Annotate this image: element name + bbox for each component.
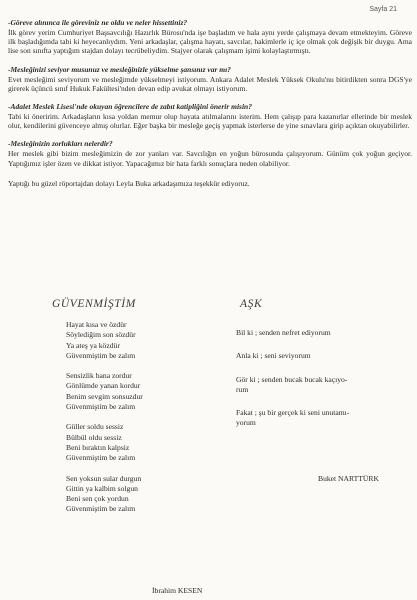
interview-question: -Göreve alınınca ile göreviniz ne oldu ve neler hissettiniz? — [8, 18, 188, 27]
poem-left — [66, 320, 236, 525]
poem-line: Söylediğim son sözdür — [66, 330, 136, 340]
poem-stanza — [66, 320, 236, 361]
poem-stanza — [66, 474, 236, 515]
poem-line: Beni bıraktın kalpsiz — [66, 442, 130, 452]
poem-line: Güvenmiştim be zalım — [66, 402, 136, 412]
poem-line: Sen yoksun sular durgun — [66, 473, 142, 483]
poem-verse — [236, 375, 404, 396]
poem-line: yorum — [236, 418, 256, 428]
poem-line: Güvenmiştim be zalım — [66, 504, 136, 514]
poem-line: Hayat kısa ve özdür — [66, 320, 127, 329]
page-number: Sayfa 21 — [369, 6, 397, 13]
interview-answer: Her meslek gibi bizim mesleğimizin de zor yanları var. Savcılığın en yoğun bürosunda çalışıyorum. Günüm çok yoğun geçiyor. Yaptığımız işler özen ve dikkat istiyor. Yapacağımız bir hata farklı sonuçlara neden olabiliyor. — [8, 149, 412, 168]
poem-line: Güvenmiştim be zalım — [66, 453, 136, 463]
poem-verse — [236, 328, 404, 338]
poem-line: Bil ki ; senden nefret ediyorum — [236, 328, 331, 337]
interview-answer: Tabi ki öneririm. Arkadaşların kısa yoldan memur olup hayata atılmalarını isterim. Hem çalışıp para kazanırlar ellerinde bir meslek olur, kendilerini güvenceye almış olurlar. Eğer başka bir mesleğe geçiş yapmak isterlerse de yine sınavlara girip açıktan okuyabilirler. — [8, 112, 412, 131]
poem-title-left: GÜVENMİŞTİM — [52, 298, 136, 310]
thanks-note: Yaptığı bu güzel röportajdan dolayı Leyla Buka arkadaşımıza teşekkür ediyoruz. — [8, 178, 250, 188]
interview-question: -Mesleğinizin zorlukları nelerdir? — [8, 139, 113, 149]
poem-line: Gönlümde yanan kordur — [66, 381, 141, 391]
poem-title-right: AŞK — [240, 298, 263, 310]
poem-stanza — [66, 371, 236, 412]
poem-line: Sensizlik bana zordur — [66, 371, 132, 381]
interview-question: -Mesleğinizi seviyor musunuz ve mesleğinizle yükselme şansınız var mı? — [8, 64, 231, 74]
poem-verse — [236, 351, 404, 361]
interview-answer: Evet mesleğimi seviyorum ve mesleğimde yükselmeyi istiyorum. Ankara Adalet Meslek Yüksek Okulu'nu bitirdikten sonra DGS'ye girerek üçüncü sınıf Hukuk Fakültesi'nden devan edip avukat olmayı istiyorum. — [8, 74, 412, 93]
poem-line: Gör ki ; senden bucak bucak kaçıyo- — [236, 374, 348, 384]
poem-verse — [236, 408, 404, 429]
poem-stanza — [66, 422, 236, 463]
poem-line: rum — [236, 384, 249, 394]
poem-right — [236, 328, 404, 442]
interview-article — [8, 18, 412, 188]
poem-line: Beni sen çok yordun — [66, 494, 129, 504]
poem-line: Güvenmiştim be zalım — [66, 350, 136, 360]
poem-line: Bülbül oldu sessiz — [66, 432, 122, 442]
interview-answer: İlk görev yerim Cumhuriyet Başsavcılığı Hazırlık Bürosu'nda işe başladım ve hala aynı yerde çalışmaya devam etmekteyim. Göreve ilk başladığımda tabi ki heyecanlıydım. Yeni arkadaşlar, çalışma hayatı, savcılar, hakimlerle iç içe olmak çok değişik bir duygu. Ama lise son sınıfta yaptığım stajdan dolayı tecrübeliydim. Stajyer olarak çalışmam işimi kolaylaştırmıştı. — [8, 28, 412, 56]
poem-line: Ya ateş ya közdür — [66, 340, 120, 350]
poem-author-right: Buket NARTTÜRK — [318, 474, 379, 483]
poem-line: Anla ki ; seni seviyorum — [236, 351, 311, 361]
poem-line: Gittin ya kalbim solgun — [66, 483, 138, 493]
interview-question: -Adalet Meslek Lisesi'nde okuyan öğrencilere de zabıt katipliğini önerir misin? — [8, 102, 252, 112]
poem-line: Güller soldu sessiz — [66, 422, 124, 432]
poem-author-left: İbrahim KESEN — [152, 586, 203, 595]
poem-line: Fakat ; şu bir gerçek ki seni unutamı- — [236, 408, 350, 418]
poem-line: Benim sevgim sonsuzdur — [66, 391, 143, 401]
